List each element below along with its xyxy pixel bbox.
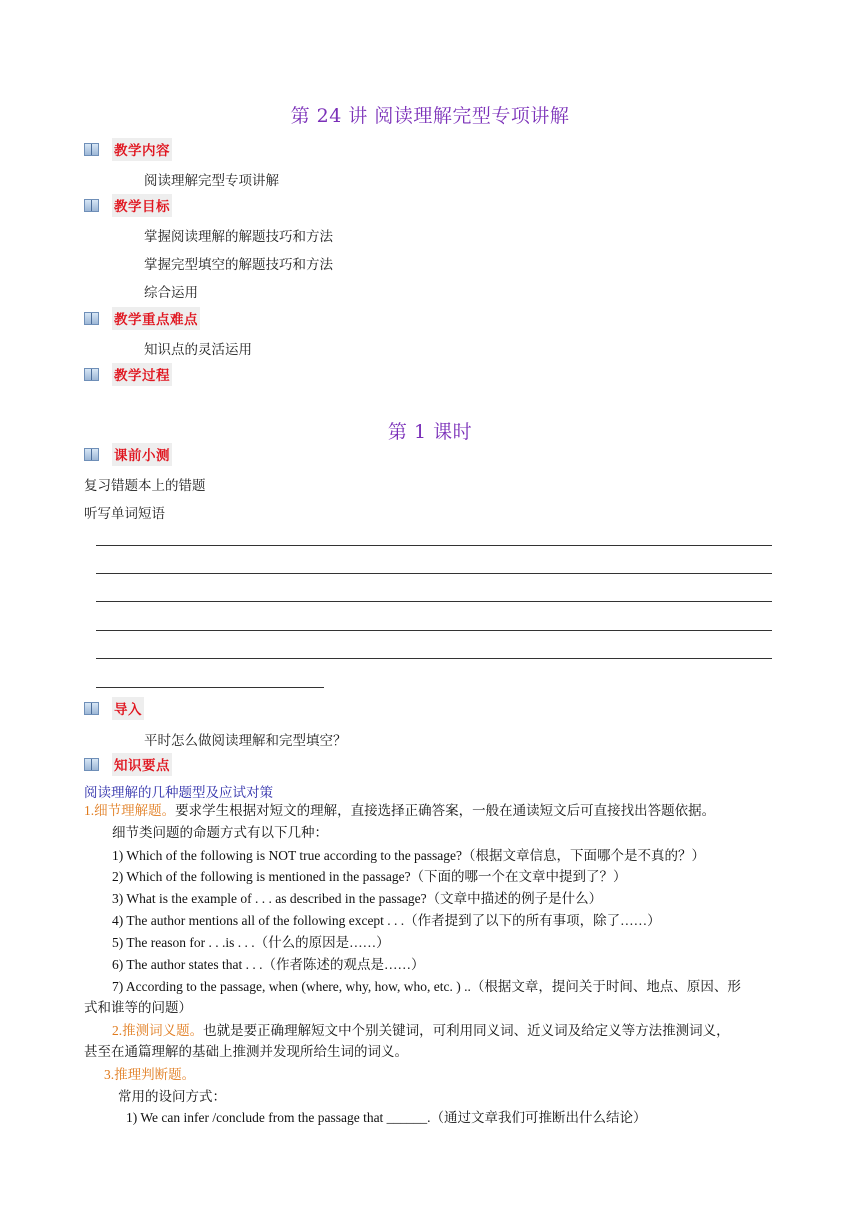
answer-blank-line <box>96 687 324 688</box>
item1-text: 要求学生根据对短文的理解，直接选择正确答案，一般在通读短文后可直接找出答题依据。 <box>175 803 716 818</box>
question-line: 式和谁等的问题） <box>84 1000 192 1015</box>
section-label: 教学过程 <box>112 363 172 386</box>
answer-blank-line <box>96 658 772 659</box>
section-label: 知识要点 <box>112 753 172 776</box>
section-label: 教学目标 <box>112 194 172 217</box>
item1-subheading: 细节类问题的命题方式有以下几种： <box>112 825 328 840</box>
pretest-line: 复习错题本上的错题 <box>84 478 206 494</box>
item2-text: 也就是要正确理解短文中个别关键词，可利用同义词、近义词及给定义等方法推测词义， <box>203 1023 730 1038</box>
item2-title: 2.推测词义题。 <box>112 1023 204 1038</box>
section-knowledge <box>84 753 172 775</box>
question-line: 3) What is the example of . . . as described in the passage?（文章中描述的例子是什么） <box>112 891 603 906</box>
section-teaching-goals <box>84 194 172 216</box>
question-line: 6) The author states that . . .（作者陈述的观点是……） <box>112 957 425 972</box>
item2-text-continued: 甚至在通篇理解的基础上推测并发现所给生词的词义。 <box>84 1044 408 1059</box>
section-intro <box>84 697 144 719</box>
item3-subheading: 常用的设问方式： <box>118 1089 226 1104</box>
goal-item: 综合运用 <box>144 285 198 301</box>
book-icon <box>84 312 99 325</box>
book-icon <box>84 368 99 381</box>
item3-title: 3.推理判断题。 <box>104 1067 196 1082</box>
item2-paragraph <box>112 1020 730 1041</box>
item1-paragraph <box>84 800 715 821</box>
question-line: 5) The reason for . . .is . . .（什么的原因是……） <box>112 935 390 950</box>
section-teaching-content <box>84 138 172 160</box>
book-icon <box>84 758 99 771</box>
item3-question: 1) We can infer /conclude from the passage that ______.（通过文章我们可推断出什么结论） <box>126 1110 647 1125</box>
section-label: 教学重点难点 <box>112 307 200 330</box>
answer-blank-line <box>96 601 772 602</box>
question-line: 7) According to the passage, when (where, why, how, who, etc. ) ..（根据文章，提问关于时间、地点、原因、形 <box>112 979 741 994</box>
section-label: 导入 <box>112 697 144 720</box>
key-item: 知识点的灵活运用 <box>144 342 252 358</box>
answer-blank-line <box>96 630 772 631</box>
lesson-title: 第 1 课时 <box>387 421 473 443</box>
section-teaching-process <box>84 363 172 385</box>
section-label: 课前小测 <box>112 443 172 466</box>
goal-item: 掌握阅读理解的解题技巧和方法 <box>144 229 333 245</box>
book-icon <box>84 702 99 715</box>
section-pretest <box>84 443 172 465</box>
content-item: 阅读理解完型专项讲解 <box>144 173 279 189</box>
answer-blank-line <box>96 573 772 574</box>
answer-blank-line <box>96 545 772 546</box>
goal-item: 掌握完型填空的解题技巧和方法 <box>144 257 333 273</box>
pretest-line: 听写单词短语 <box>84 506 165 522</box>
item1-title: 1.细节理解题。 <box>84 803 176 818</box>
question-line: 4) The author mentions all of the following except . . .（作者提到了以下的所有事项，除了……） <box>112 913 661 928</box>
book-icon <box>84 199 99 212</box>
book-icon <box>84 143 99 156</box>
section-label: 教学内容 <box>112 138 172 161</box>
knowledge-heading: 阅读理解的几种题型及应试对策 <box>84 785 273 801</box>
question-line: 1) Which of the following is NOT true according to the passage?（根据文章信息，下面哪个是不真的？） <box>112 848 706 863</box>
document-title: 第 24 讲 阅读理解完型专项讲解 <box>290 105 570 127</box>
question-line: 2) Which of the following is mentioned in the passage?（下面的哪一个在文章中提到了？） <box>112 869 627 884</box>
book-icon <box>84 448 99 461</box>
intro-question: 平时怎么做阅读理解和完型填空？ <box>144 733 347 749</box>
section-key-points <box>84 307 200 329</box>
